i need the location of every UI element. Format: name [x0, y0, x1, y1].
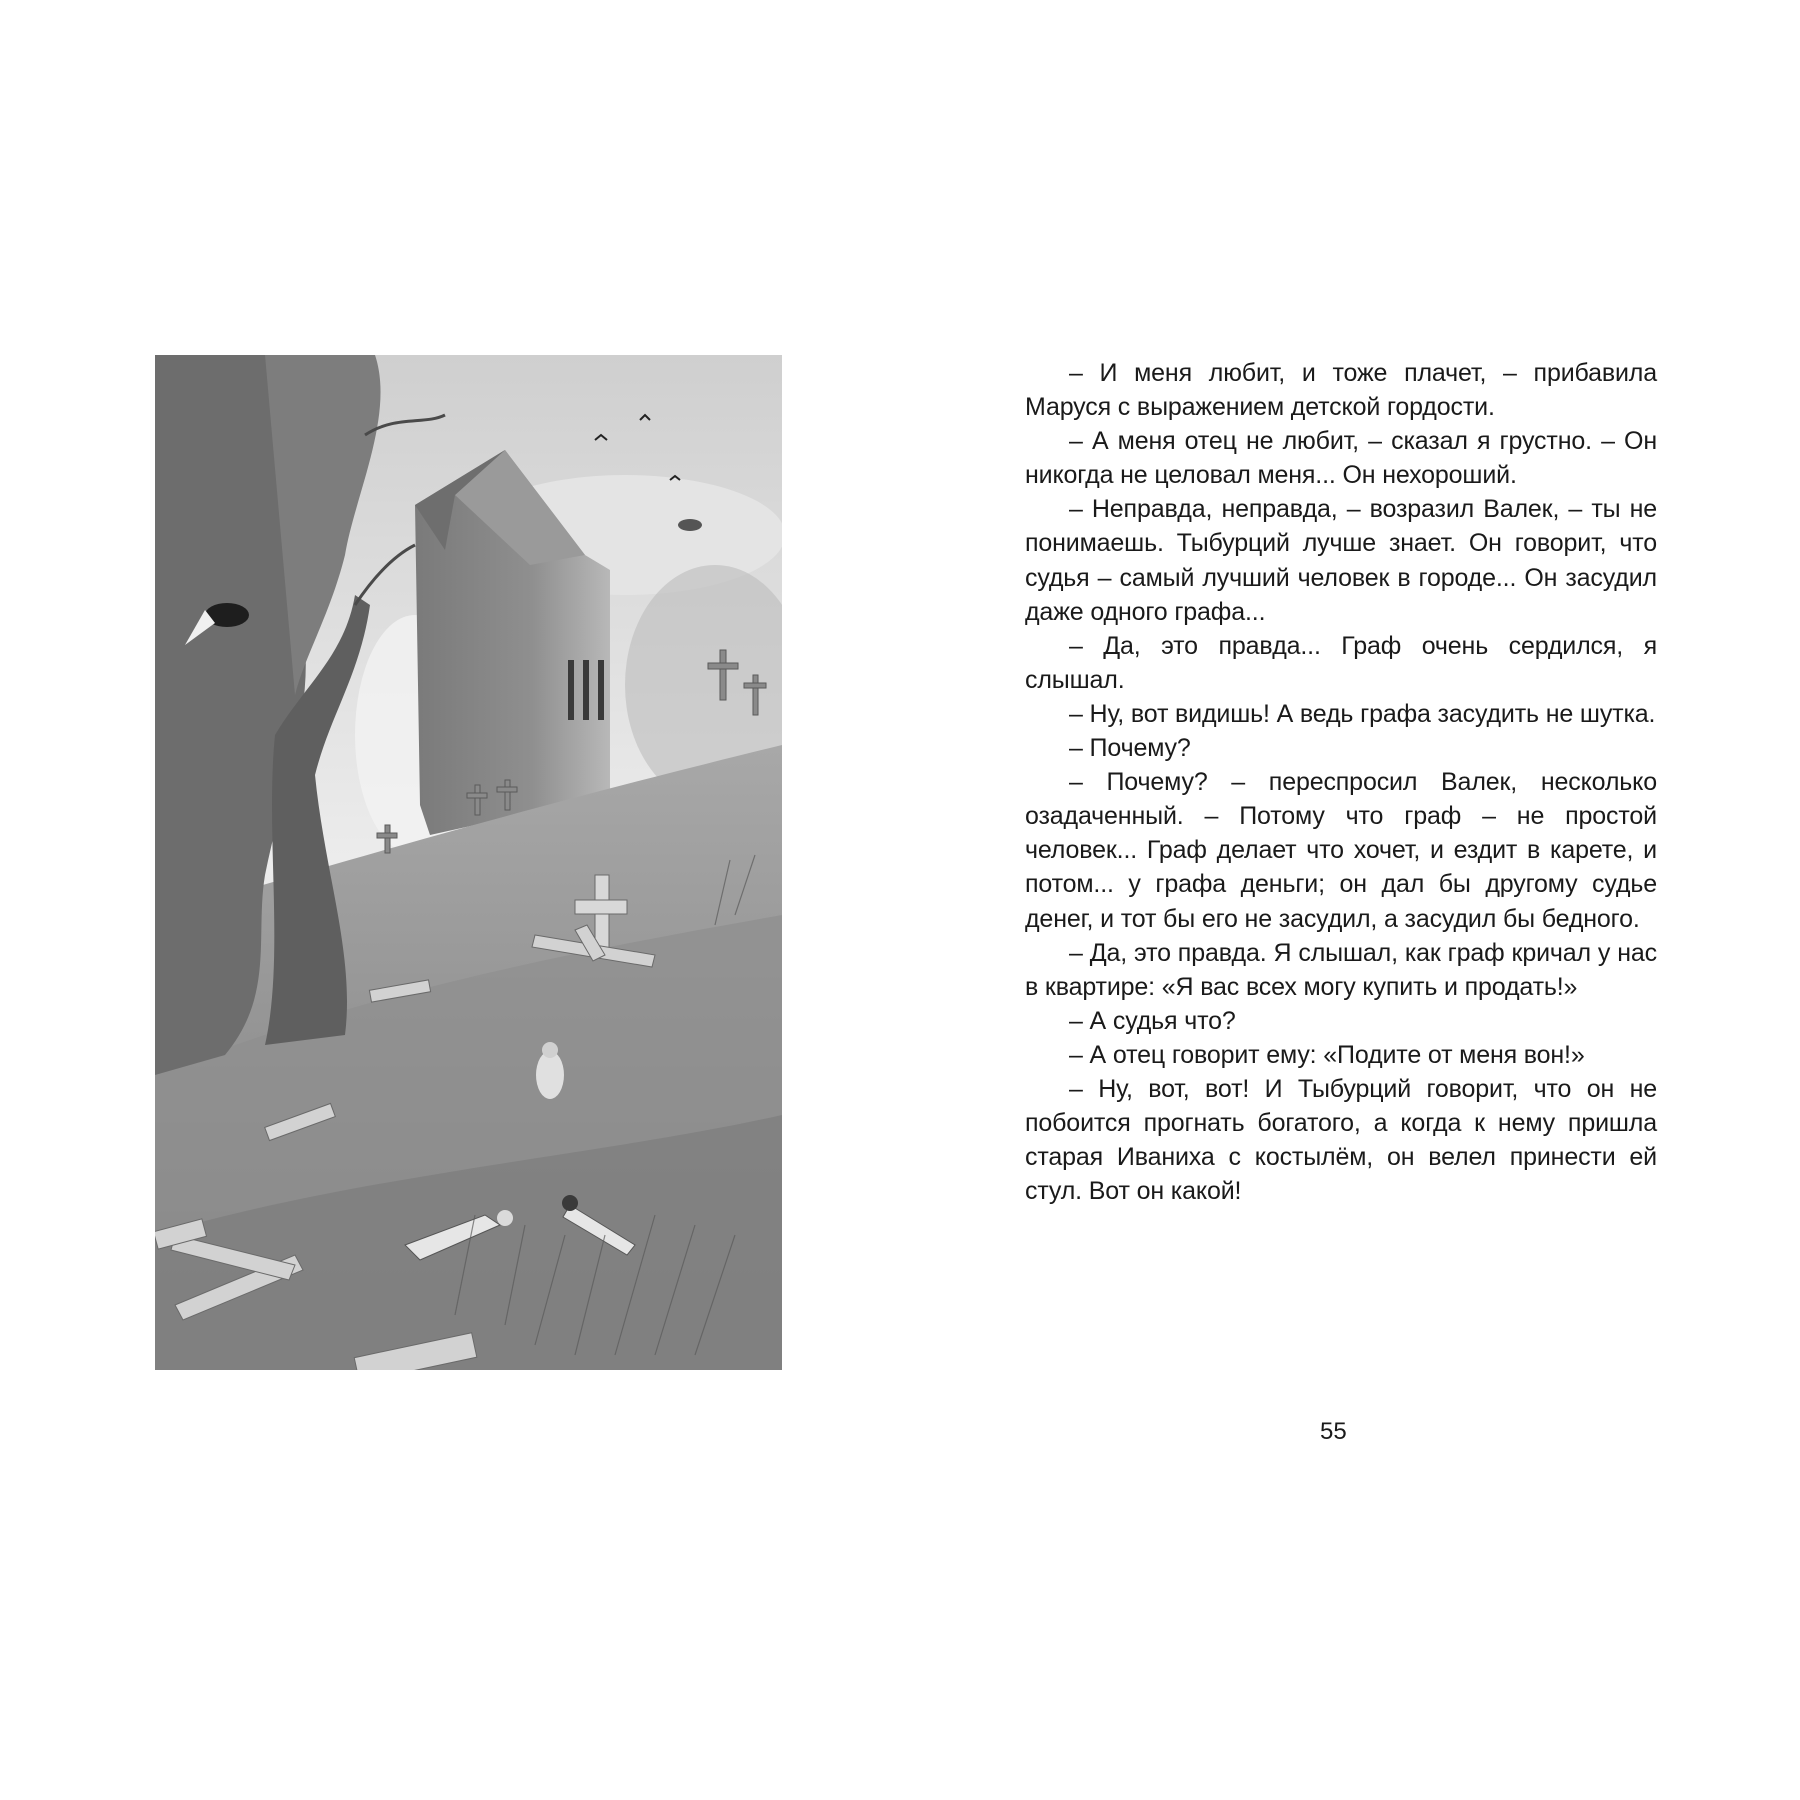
- paragraph: – Да, это правда. Я слышал, как граф кричал у нас в квартире: «Я вас всех могу купить и продать!»: [1025, 938, 1657, 1001]
- paragraph: – Неправда, неправда, – возразил Валек, – ты не понимаешь. Тыбурций лучше знает. Он говорит, что судья – самый лучший человек в городе... Он засудил даже одного графа...: [1025, 495, 1657, 626]
- paragraph: – Почему?: [1069, 734, 1191, 763]
- story-text: [1025, 356, 1657, 1208]
- paragraph: – А отец говорит ему: «Подите от меня вон!»: [1069, 1040, 1585, 1069]
- paragraph: – Да, это правда... Граф очень сердился, я слышал.: [1025, 631, 1657, 694]
- paragraph: – Ну, вот видишь! А ведь графа засудить не шутка.: [1069, 699, 1656, 728]
- page-number: 55: [1320, 1418, 1347, 1445]
- paragraph: – Почему? – переспросил Валек, несколько озадаченный. – Потому что граф – не простой человек... Граф делает что хочет, и ездит в карете, и потом... у графа деньги; он дал бы другому судье денег, и тот бы его не засудил, а засудил бы бедного.: [1025, 768, 1657, 933]
- cemetery-illustration: [155, 355, 782, 1370]
- paragraph: – А судья что?: [1069, 1006, 1236, 1035]
- paragraph: – А меня отец не любит, – сказал я грустно. – Он никогда не целовал меня... Он нехороший.: [1025, 427, 1657, 490]
- paragraph: – Ну, вот, вот! И Тыбурций говорит, что он не побоится прогнать богатого, а когда к нему пришла старая Иваниха с костылём, он велел принести ей стул. Вот он какой!: [1025, 1074, 1657, 1206]
- illustration-image: [155, 355, 782, 1370]
- paragraph: – И меня любит, и тоже плачет, – прибавила Маруся с выражением детской гордости.: [1025, 359, 1657, 422]
